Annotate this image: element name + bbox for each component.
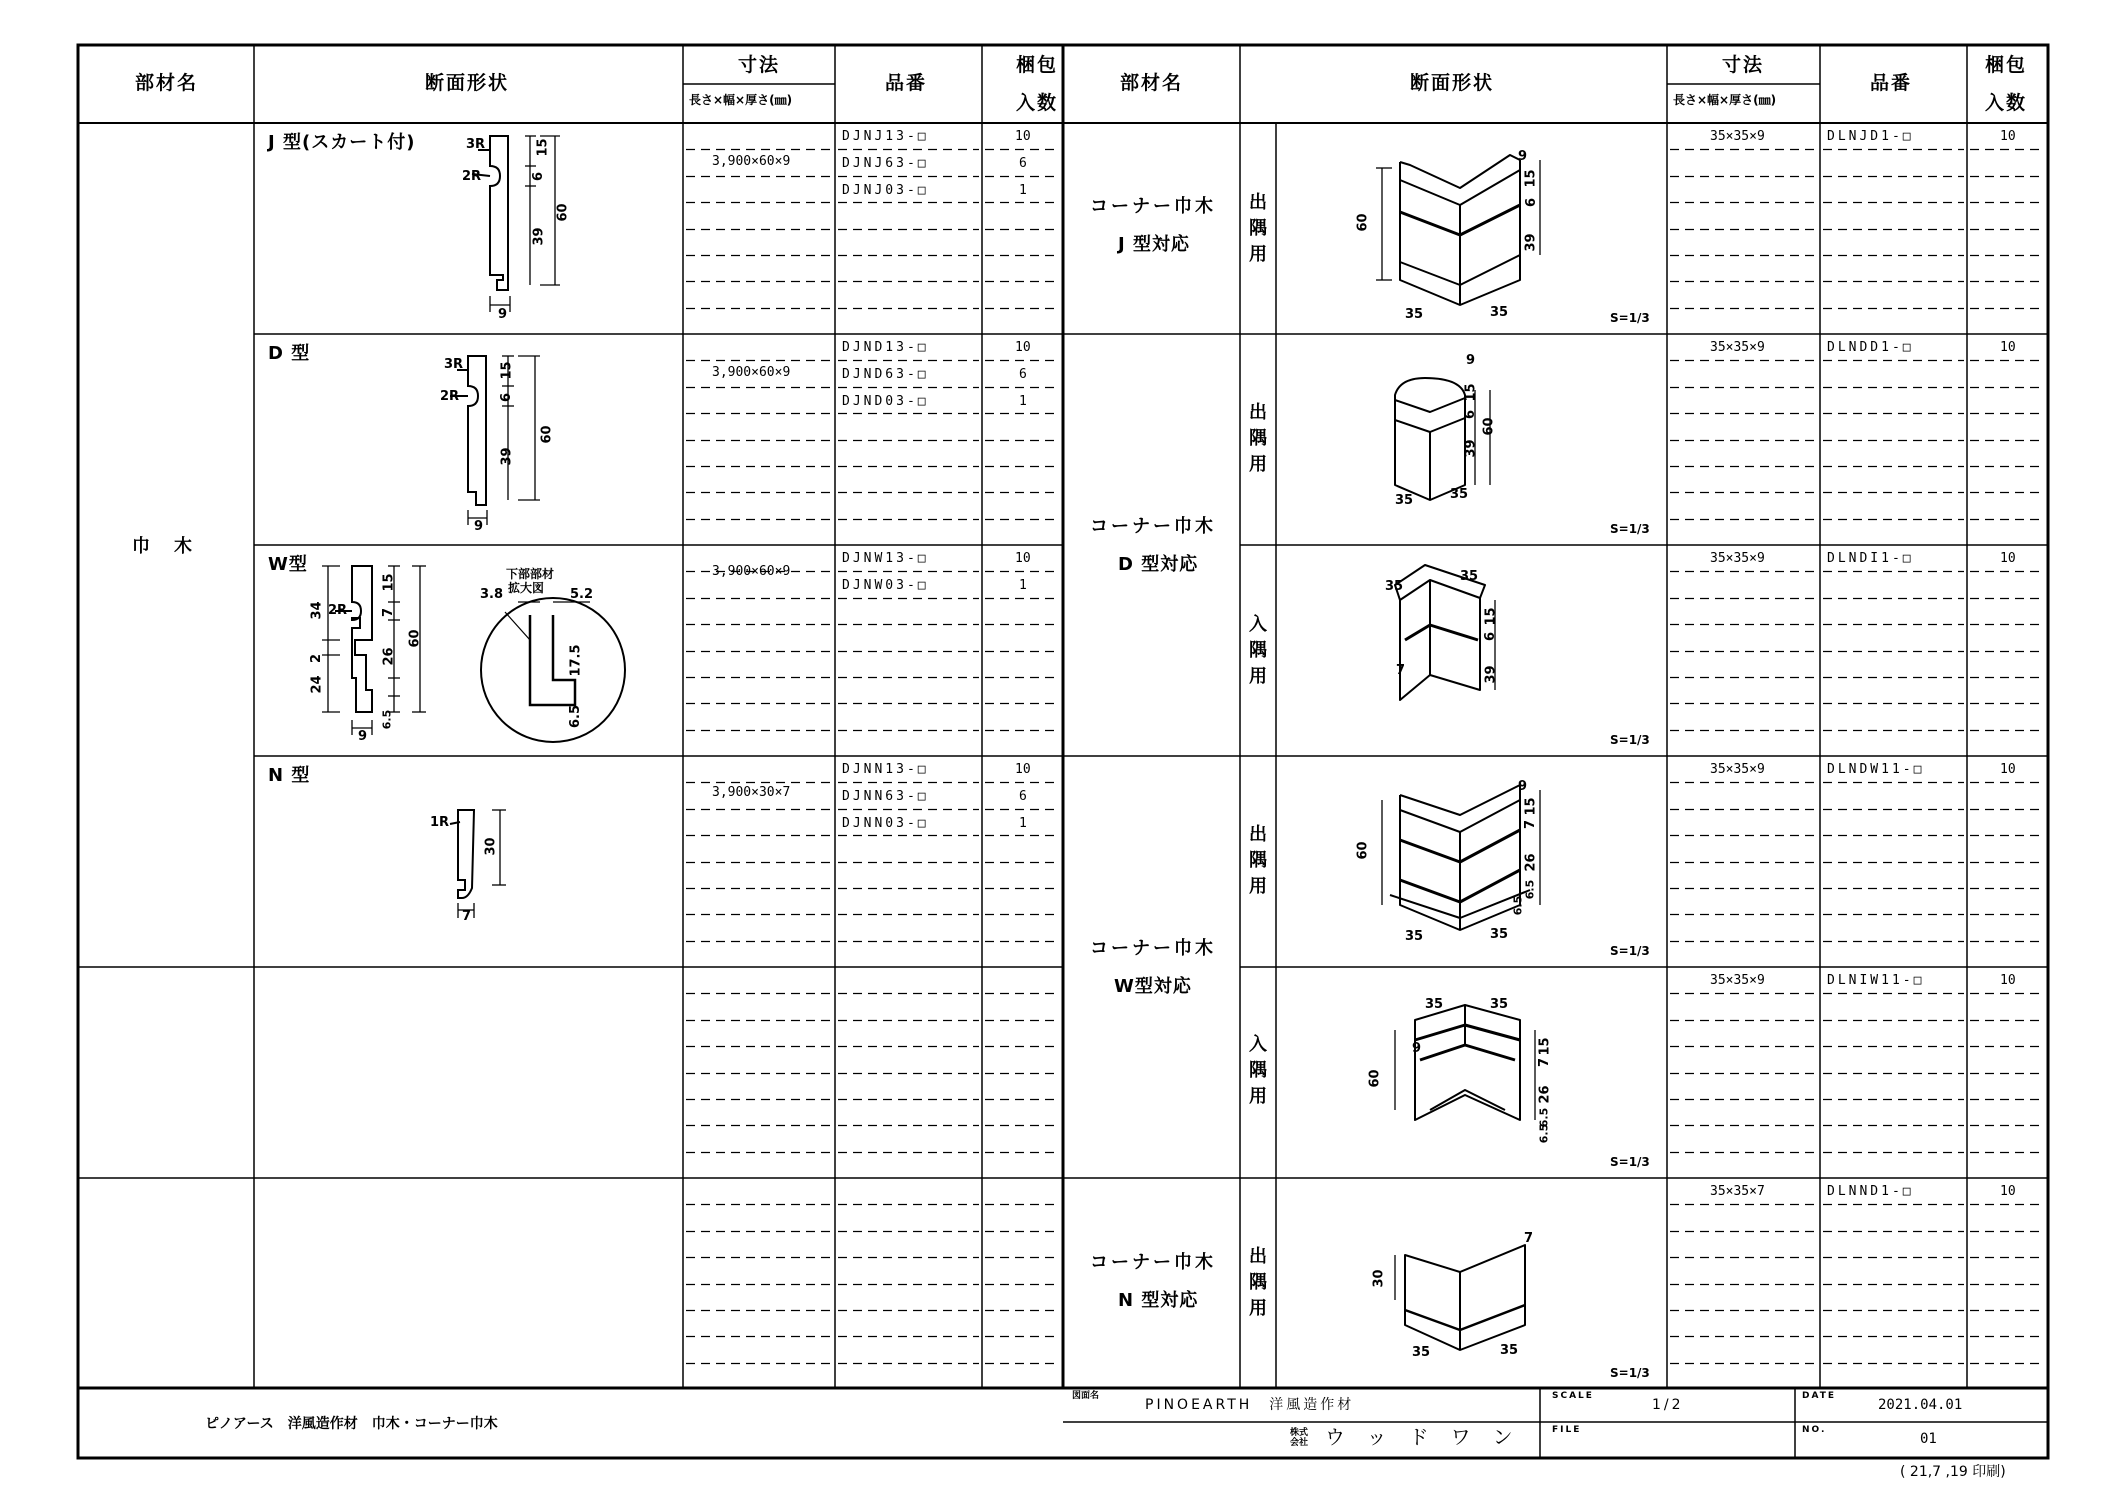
size-r1: 35×35×9 [1710, 129, 1765, 144]
dim-c5-60: 60 [1367, 1069, 1383, 1088]
tb-drawing-name: PINOEARTH 洋風造作材 [1145, 1397, 1355, 1413]
dim-n-1r: 1R [430, 815, 450, 830]
scale-note-4: S=1/3 [1610, 944, 1650, 958]
dim-w-6-5: 6.5 [380, 709, 394, 730]
dim-c4-9: 9 [1518, 779, 1528, 794]
tb-no-label: NO. [1802, 1425, 1827, 1435]
header-dimension-sub-left: 長さ×幅×厚さ(㎜) [689, 93, 793, 107]
dim-c4-35b: 35 [1490, 927, 1509, 942]
dim-c4-15: 15 [1523, 797, 1539, 816]
tb-company: ウッドワン [1325, 1425, 1535, 1449]
code-w-2: DJNW03-□ [842, 578, 929, 593]
dim-c1-39: 39 [1523, 233, 1539, 252]
corner-group-d-line1: コーナー巾木 [1090, 516, 1216, 537]
qty-n-2: 6 [1019, 789, 1027, 804]
dim-d-3r: 3R [444, 357, 464, 372]
code-w-1: DJNW13-□ [842, 551, 929, 566]
corner-w-inside-drawing [1395, 1005, 1535, 1120]
dim-c2-35a: 35 [1395, 493, 1414, 508]
size-w: 3,900×60×9 [712, 564, 791, 579]
header-pack-qty2-left: 入数 [1016, 92, 1059, 114]
dim-d-39: 39 [499, 447, 515, 466]
dim-d-9: 9 [474, 519, 484, 534]
corner-group-w-line2: W型対応 [1114, 976, 1192, 997]
dim-n-30: 30 [483, 837, 499, 856]
dim-d-60: 60 [539, 425, 555, 444]
code-j-3: DJNJ03-□ [842, 183, 929, 198]
dim-c2-60: 60 [1481, 417, 1497, 436]
dim-c2-39: 39 [1463, 439, 1479, 458]
dim-c5-15: 15 [1537, 1037, 1553, 1056]
dim-c1-9: 9 [1518, 149, 1528, 164]
dim-n-7: 7 [462, 909, 472, 924]
header-pack-qty1-right: 梱包 [1985, 54, 2028, 76]
code-r3: DLNDI1-□ [1827, 551, 1914, 566]
dim-w-15: 15 [381, 573, 397, 592]
tb-date: 2021.04.01 [1878, 1397, 1963, 1413]
qty-n-3: 1 [1019, 816, 1027, 831]
row-label-w: W型 [268, 554, 308, 575]
size-r2: 35×35×9 [1710, 340, 1765, 355]
dim-j-6: 6 [531, 171, 547, 182]
w-detail-title-2: 拡大図 [508, 581, 545, 595]
code-j-1: DJNJ13-□ [842, 129, 929, 144]
code-r1: DLNJD1-□ [1827, 129, 1914, 144]
dim-j-3r: 3R [466, 137, 486, 152]
row-label-d: D 型 [268, 343, 311, 364]
corner-d-inside-drawing [1395, 565, 1499, 700]
qty-d-1: 10 [1015, 340, 1031, 355]
dim-w-detail-3-8: 3.8 [480, 587, 504, 602]
dim-w-detail-6-5: 6.5 [568, 704, 584, 729]
group-label-habaki: 巾 木 [132, 536, 195, 557]
header-dimension-sub-right: 長さ×幅×厚さ(㎜) [1673, 93, 1777, 107]
dim-c3-35a: 35 [1385, 579, 1404, 594]
scale-note-5: S=1/3 [1610, 1155, 1650, 1169]
dim-c4-35a: 35 [1405, 929, 1424, 944]
dim-c1-15: 15 [1523, 169, 1539, 188]
qty-r2: 10 [2000, 340, 2016, 355]
use-label-3: 入隅用 [1249, 614, 1267, 687]
dim-j-2r: 2R [462, 169, 482, 184]
dim-w-24: 24 [309, 675, 325, 694]
qty-r6: 10 [2000, 1184, 2016, 1199]
print-note: ( 21,7 ,19 印刷) [1900, 1464, 2006, 1480]
dim-d-15: 15 [499, 361, 515, 380]
dim-c4-60: 60 [1355, 841, 1371, 860]
header-section-shape-left: 断面形状 [425, 72, 510, 94]
dim-c5-6-5a: 6.5 [1537, 1107, 1551, 1128]
dim-j-15: 15 [535, 138, 551, 157]
dim-c5-6-5b: 6.5 [1537, 1123, 1551, 1144]
dim-c2-6: 6 [1463, 409, 1479, 420]
use-label-2: 出隅用 [1249, 402, 1267, 475]
header-part-name-right: 部材名 [1120, 72, 1184, 94]
dim-c6-30: 30 [1371, 1269, 1387, 1288]
use-label-5: 入隅用 [1249, 1034, 1267, 1107]
dim-d-2r: 2R [440, 389, 460, 404]
size-r4: 35×35×9 [1710, 762, 1765, 777]
corner-n-outside-drawing [1395, 1245, 1525, 1350]
qty-w-1: 10 [1015, 551, 1031, 566]
size-r6: 35×35×7 [1710, 1184, 1765, 1199]
dim-c4-26: 26 [1523, 853, 1539, 872]
size-j: 3,900×60×9 [712, 154, 791, 169]
code-d-1: DJND13-□ [842, 340, 929, 355]
code-n-1: DJNN13-□ [842, 762, 929, 777]
dim-c1-35b: 35 [1490, 305, 1509, 320]
dim-c5-35b: 35 [1490, 997, 1509, 1012]
corner-group-j-line1: コーナー巾木 [1090, 196, 1216, 217]
dim-c6-7: 7 [1524, 1231, 1534, 1246]
dim-c6-35a: 35 [1412, 1345, 1431, 1360]
w-detail-title-1: 下部部材 [506, 567, 555, 581]
header-pack-qty2-right: 入数 [1985, 92, 2028, 114]
dim-c4-6-5a: 6.5 [1523, 879, 1537, 900]
qty-r4: 10 [2000, 762, 2016, 777]
scale-note-1: S=1/3 [1610, 311, 1650, 325]
corner-group-w-line1: コーナー巾木 [1090, 938, 1216, 959]
dim-c4-7: 7 [1523, 819, 1539, 830]
dim-c2-15: 15 [1463, 383, 1479, 402]
dim-w-9: 9 [358, 729, 368, 744]
size-n: 3,900×30×7 [712, 785, 791, 800]
dim-w-2r: 2R [328, 603, 348, 618]
dim-w-34: 34 [309, 601, 325, 620]
dim-c1-60: 60 [1355, 213, 1371, 232]
qty-d-2: 6 [1019, 367, 1027, 382]
tb-date-label: DATE [1802, 1391, 1837, 1401]
tb-file-label: FILE [1552, 1425, 1582, 1435]
dim-c2-35b: 35 [1450, 487, 1469, 502]
qty-j-2: 6 [1019, 156, 1027, 171]
dim-c2-9: 9 [1466, 353, 1476, 368]
dim-c1-6: 6 [1524, 197, 1540, 208]
code-n-3: DJNN03-□ [842, 816, 929, 831]
qty-w-2: 1 [1019, 578, 1027, 593]
header-product-no-left: 品番 [885, 72, 928, 94]
qty-d-3: 1 [1019, 394, 1027, 409]
code-d-2: DJND63-□ [842, 367, 929, 382]
qty-j-1: 10 [1015, 129, 1031, 144]
tb-scale-label: SCALE [1552, 1391, 1594, 1401]
use-label-4: 出隅用 [1249, 824, 1267, 897]
dim-w-2: 2 [309, 653, 325, 664]
dim-c3-39: 39 [1483, 665, 1499, 684]
code-j-2: DJNJ63-□ [842, 156, 929, 171]
header-section-shape-right: 断面形状 [1410, 72, 1495, 94]
dim-c3-6: 6 [1483, 631, 1499, 642]
code-r2: DLNDD1-□ [1827, 340, 1914, 355]
corner-group-d-line2: D 型対応 [1118, 554, 1199, 575]
tb-scale: 1/2 [1652, 1397, 1684, 1413]
corner-group-j-line2: J 型対応 [1118, 234, 1190, 255]
dim-c6-35b: 35 [1500, 1343, 1519, 1358]
header-dimension-left: 寸法 [738, 54, 781, 76]
footer-left-title: ピノアース 洋風造作材 巾木・コーナー巾木 [205, 1416, 498, 1432]
code-r4: DLNDW11-□ [1827, 762, 1925, 777]
qty-n-1: 10 [1015, 762, 1031, 777]
dim-w-detail-17-5: 17.5 [568, 644, 584, 677]
corner-group-n-line2: N 型対応 [1118, 1290, 1199, 1311]
size-r3: 35×35×9 [1710, 551, 1765, 566]
code-r5: DLNIW11-□ [1827, 973, 1925, 988]
row-label-n: N 型 [268, 765, 311, 786]
use-label-6: 出隅用 [1249, 1246, 1267, 1319]
dim-w-60: 60 [407, 629, 423, 648]
qty-r1: 10 [2000, 129, 2016, 144]
scale-note-2: S=1/3 [1610, 522, 1650, 536]
qty-j-3: 1 [1019, 183, 1027, 198]
qty-r5: 10 [2000, 973, 2016, 988]
header-product-no-right: 品番 [1870, 72, 1913, 94]
tb-company-prefix: 株式会社 [1290, 1428, 1309, 1448]
tb-drawing-name-label: 図面名 [1072, 1391, 1100, 1401]
scale-note-6: S=1/3 [1610, 1366, 1650, 1380]
dim-c5-9: 9 [1412, 1041, 1422, 1056]
code-n-2: DJNN63-□ [842, 789, 929, 804]
dim-c4-6-5b: 6.5 [1511, 895, 1525, 916]
dim-w-26: 26 [381, 647, 397, 666]
corner-group-n-line1: コーナー巾木 [1090, 1252, 1216, 1273]
dim-j-39: 39 [531, 227, 547, 246]
code-r6: DLNND1-□ [1827, 1184, 1914, 1199]
use-label-1: 出隅用 [1249, 192, 1267, 265]
dim-c5-26: 26 [1537, 1085, 1553, 1104]
scale-note-3: S=1/3 [1610, 733, 1650, 747]
row-label-j: J 型(スカート付) [268, 132, 416, 153]
dim-j-9: 9 [498, 307, 508, 322]
qty-r3: 10 [2000, 551, 2016, 566]
size-d: 3,900×60×9 [712, 365, 791, 380]
header-dimension-right: 寸法 [1722, 54, 1765, 76]
dim-w-detail-5-2: 5.2 [570, 587, 594, 602]
corner-j-outside-drawing [1376, 155, 1540, 305]
dim-c3-7: 7 [1396, 663, 1406, 678]
dim-c1-35a: 35 [1405, 307, 1424, 322]
dim-c5-7: 7 [1537, 1057, 1553, 1068]
dim-d-6: 6 [499, 392, 515, 403]
size-r5: 35×35×9 [1710, 973, 1765, 988]
dim-c3-15: 15 [1483, 607, 1499, 626]
dim-j-60: 60 [555, 203, 571, 222]
dim-c3-35b: 35 [1460, 569, 1479, 584]
dim-c5-35a: 35 [1425, 997, 1444, 1012]
dim-w-7: 7 [381, 607, 397, 618]
header-pack-qty1-left: 梱包 [1016, 54, 1059, 76]
header-part-name-left: 部材名 [135, 72, 199, 94]
code-d-3: DJND03-□ [842, 394, 929, 409]
tb-no: 01 [1920, 1431, 1937, 1447]
